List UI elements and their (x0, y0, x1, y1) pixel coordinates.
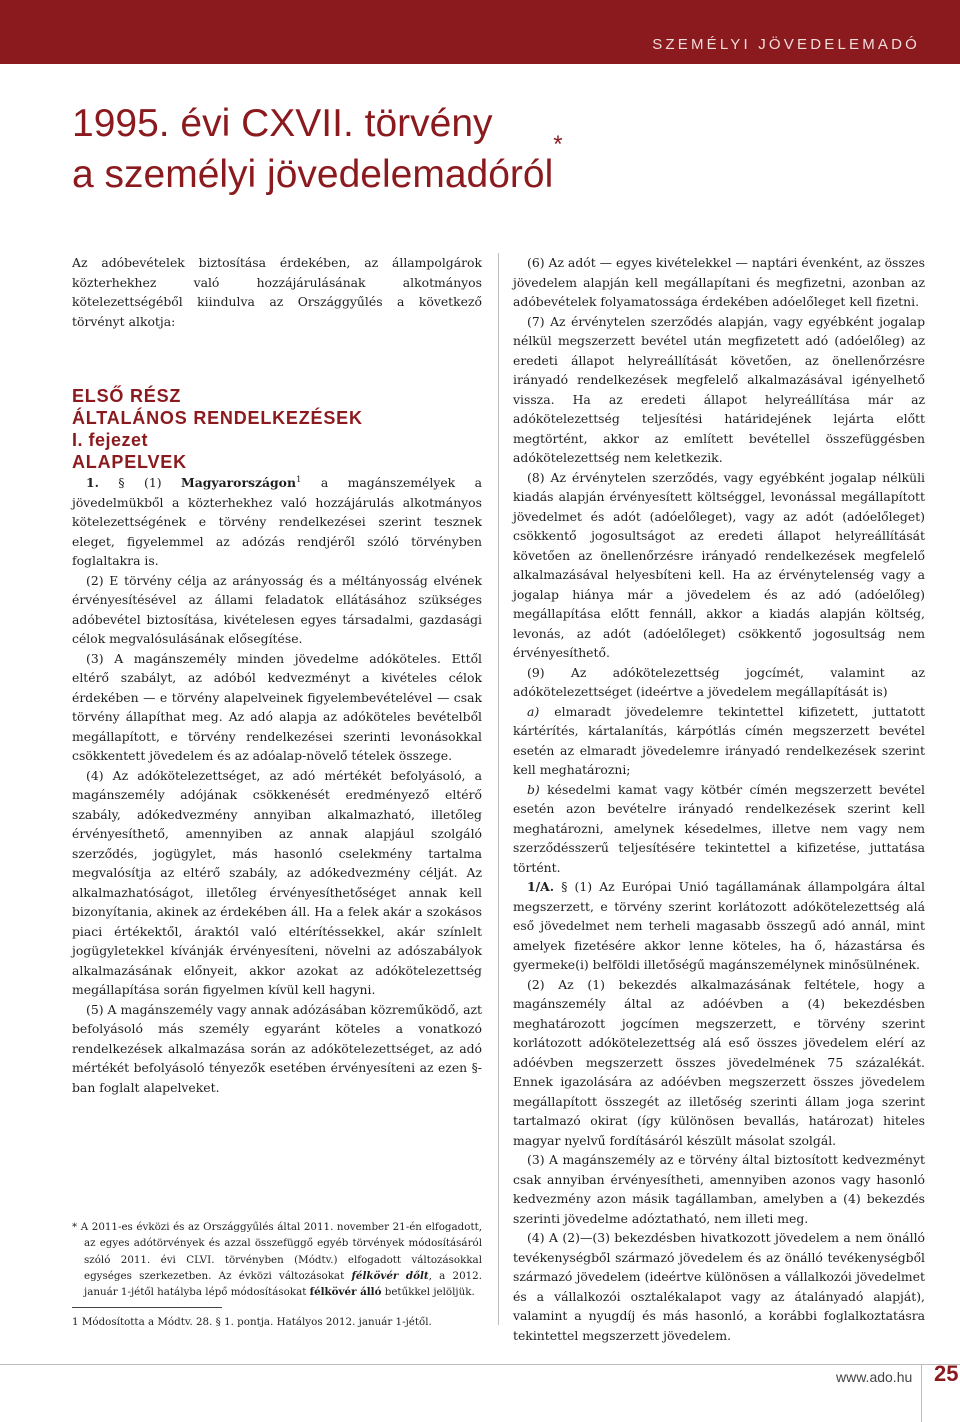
footnote-star: * A 2011-es évközi és az Országgyűlés által 2011. november 21-én elfogadott, az egyes adótörvények és azzal összefüggő egyéb törvények módosításáról szóló 2011. évi CLVI. törvényben (Módtv.) elfogadott változásokkal egységes szerkezetben. Az évközi változásokat félkövér dőlt, a 2012. január 1-jétől hatályba lépő módosításokat félkövér álló betűkkel jelöljük. (72, 1221, 483, 1299)
section-1a-paragraph-4: (4) A (2)—(3) bekezdésben hivatkozott jövedelem a nem önálló tevékenységből származó jövedelem és az önálló tevékenységből származó jövedelem (ideértve különösen a vállalkozói jövedelmet és a vállalkozói osztalékalapot vagy az átalányadó alapját), valamint a nyugdíj és más hasonló, a korábbi foglalkoztatásra tekintettel megszerzett jövedelem. (513, 1230, 925, 1343)
section-1-paragraph-6: (6) Az adót — egyes kivételekkel — naptári évenként, az összes jövedelem alapján kell megállapítani és megfizetni, azonban az adóbevételek folyamatossága érdekében adóelőleget kell fizetni. (513, 255, 925, 309)
section-1a-paragraph-3: (3) A magánszemély az e törvény által biztosított kedvezményt csak annyiban érvényesítheti, amennyiben azonos vagy hasonló kedvezmény azon másik tagállamban, amelyben a (4) bekezdés szerinti jövedelme adóztatható, nem illeti meg. (513, 1152, 925, 1226)
part-title: ÁLTALÁNOS RENDELKEZÉSEK (72, 408, 363, 428)
section-1-paragraph-9: (9) Az adókötelezettség jogcímét, valamint az adókötelezettséget (ideértve a jövedelem megállapítását is) (513, 664, 925, 699)
header-bar (0, 0, 960, 64)
section-1a-paragraph-2: (2) Az (1) bekezdés alkalmazásának feltétele, hogy a magánszemély által az adóévben a (4) bekezdésben meghatározott jogcímen megszerzett, e törvény szerint korlátozott adókötelezettség alá eső összes jövedelem elérí az adóévben megszerzett összes jövedelmének 75 százalékát. Ennek igazolására az adóévben megszerzett összes jövedelem megállapított összegét az illetőség szerinti állam joga szerint tartalmazó okirat (így különösen bevallás, határozat) hiteles magyar nyelvű fordításáról készült másolat szolgál. (513, 976, 925, 1148)
title-line-1: 1995. évi CXVII. törvény (72, 102, 493, 145)
preamble: Az adóbevételek biztosítása érdekében, az állampolgárok közterhekhez való hozzájárulásának alkotmányos kötelezettségéből kiindulva az Országgyűlés a következő törvényt alkotja: (72, 255, 482, 329)
section-1-keyword: Magyarországon (181, 475, 296, 490)
title-line-2: a személyi jövedelemadóról* (72, 131, 563, 196)
footer-url: www.ado.hu (836, 1369, 913, 1385)
section-1-item-b: b) késedelmi kamat vagy kötbér címén megszerzett bevétel esetén azon bevételre irányadó rendelkezések szerint kell meghatározni, amelynek késedelmes, illetve nem vagy nem szerződésszerű teljesítésére tekintettel a kifizetése, juttatása történt. (513, 781, 925, 875)
section-1a-paragraph-1: 1/A. § (1) Az Európai Unió tagállamának állampolgára által megszerzett, e törvény szerint korlátozott adókötelezettség alá eső jövedelmet nem terheli magasabb összegű adó annál, mint amelyek fizetésére akkor lenne köteles, ha ő, házastársa és gyermeke(i) belföldi illetőségű magánszemélynek minősülnének. (513, 879, 925, 972)
document-title (72, 98, 563, 200)
section-title: SZEMÉLYI JÖVEDELEMADÓ (652, 36, 920, 53)
part-label: ELSŐ RÉSZ (72, 386, 182, 406)
footer-rule (0, 1364, 960, 1365)
left-column (72, 253, 482, 1097)
section-1-paragraph-4: (4) Az adókötelezettséget, az adó mértékét befolyásoló, a magánszemély adójának csökkenését eredményező eltérő szabály, adókedvezmény annyiban alkalmazható, illetőleg érvényesíthető, amennyiben az annak alapjául szolgáló szerződés, jogügylet, más hasonló cselekmény tartalma megvalósítja az eltérő szabály, az adókedvezmény célját. Az alkalmazhatóságot, illetőleg érvényesíthetőséget annak kell bizonyítania, akinek az érdekében áll. Ha a felek akár a szokásos piaci értékektől, áraktól való eltérítéssekkel, akár színlelt jogügyletekkel kívánják érvényesíteni, növelni az adószabályok alkalmazásának előnyeit, akkor azokat az adókötelezettség megállapítása során figyelmen kívül kell hagyni. (72, 767, 482, 997)
title-footnote-marker: * (553, 131, 563, 158)
section-1-paragraph-7: (7) Az érvénytelen szerződés alapján, vagy egyébként jogalap nélkül megszerzett bevétel után megfizetett adó (adóelőleg) az eredeti állapot helyreállítását követően, az önellenőrzésre irányadó rendelkezések megfelelő alkalmazásával igényelhető vissza. Ha az eredeti állapot helyreállítása már az adókötelezettség teljesítési határidejének lejárta előtt megtörtént, akkor az említett bevétellel összefüggésben adókötelezettség nem keletkezik. (513, 313, 925, 465)
footnote-1: 1 Módosította a Módtv. 28. § 1. pontja. Hatályos 2012. január 1-jétől. (72, 1316, 432, 1329)
chapter-label: I. fejezet (72, 430, 149, 450)
chapter-title: ALAPELVEK (72, 452, 187, 472)
footer-divider (921, 1364, 922, 1422)
section-1-paragraph-8: (8) Az érvénytelen szerződés, vagy egyébként jogalap nélküli kiadás alapján érvényesített költséggel, levonással megállapított jövedelmet és adót (adóelőleget), vagy az adót (adóelőleget) csökkentő jogosultságot az eredeti állapot helyreállítását követően az önellenőrzésre irányadó rendelkezések megfelelő alkalmazásával helyesbíteni kell. Ha az érvénytelenség vagy a jogalap hiánya már a jövedelem és az adó (adóelőleg) megállapítása előtt fennáll, akkor a kiadás alapján költség, levonás, az adót (adóelőleget) csökkentő jogosultság nem érvényesíthető. (513, 469, 925, 660)
column-divider (498, 253, 499, 1325)
section-1-paragraph-2: (2) E törvény célja az arányosság és a méltányosság elvének érvényesítésével az állami feladatok ellátásához szükséges adóbevétel biztosítása, kivételesen egyes társadalmi, gazdasági célok megvalósulásának elősegítése. (72, 572, 482, 646)
section-1-paragraph-1: 1. § (1) Magyarországon$^1$ a magánszemélyek a jövedelmükből a közterhekhez való hozzájárulás alkotmányos kötelezettségének e törvény rendelkezései szerint tesznek eleget, figyelemmel az adózás rendjéről szóló törvényben foglaltakra is. (72, 474, 482, 568)
page-number: 25 (934, 1361, 959, 1386)
footnote-rule (72, 1307, 222, 1308)
right-column (513, 253, 925, 1345)
footnote-ref-1: 1 (295, 474, 302, 485)
section-1-item-a: a) elmaradt jövedelemre tekintettel kifizetett, juttatott kártérítés, kártalanítás, kárpótlás címén megszerzett bevétel esetén az elmaradt jövedelemre irányadó rendelkezések szerint kell meghatározni; (513, 703, 925, 777)
footnotes (72, 1219, 482, 1331)
section-1-paragraph-3: (3) A magánszemély minden jövedelme adóköteles. Ettől eltérő szabályt, az adóból kedvezményt a kivételes célok érdekében — e törvény alapelveinek figyelembevételével — csak törvény állapíthat meg. Az adó alapja az adóköteles bevételből megállapított, e törvény rendelkezései szerinti levonásokkal csökkentett jövedelem és az adóalap-növelő tételek összege. (72, 650, 482, 763)
section-1-paragraph-5: (5) A magánszemély vagy annak adózásában közreműködő, azt befolyásoló más személy egyaránt köteles a vonatkozó rendelkezések alkalmazása során az adókötelezettséget, az adó mértékét befolyásoló tényezők esetében érvényesíteni az ezen §-ban foglalt alapelveket. (72, 1001, 482, 1095)
